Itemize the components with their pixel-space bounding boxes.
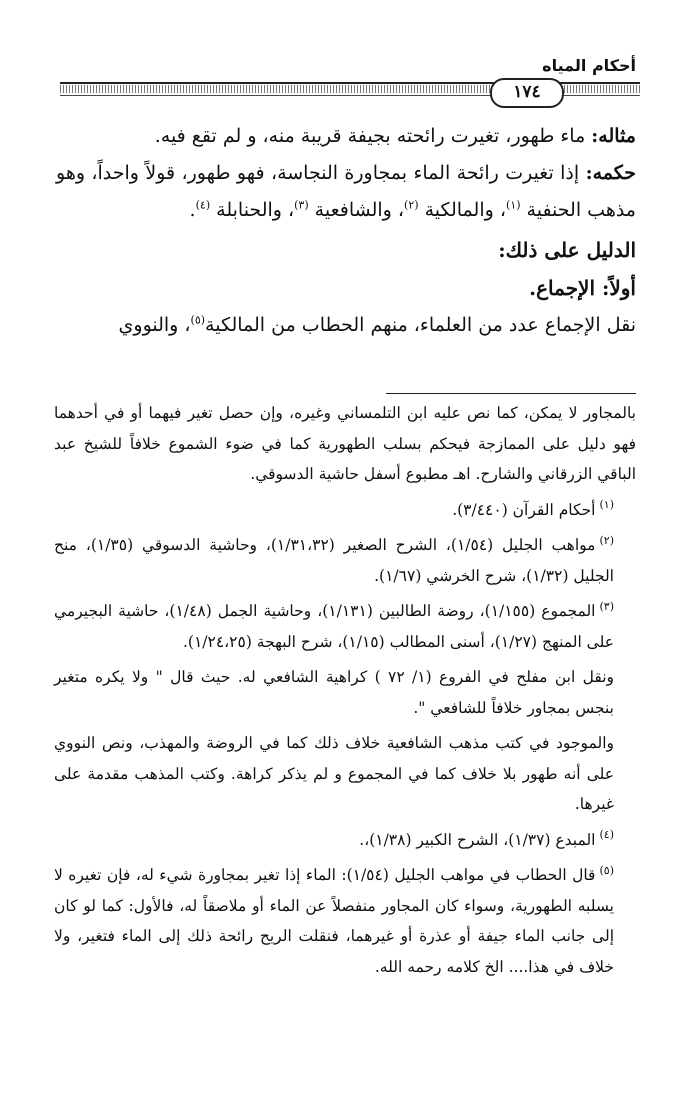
- footnotes: [54, 398, 636, 987]
- footnote-4: [54, 825, 636, 856]
- footnote-3: [54, 596, 636, 657]
- ruling-shafii: ، والشافعية: [308, 199, 405, 221]
- footnote-ref-4[interactable]: (٤): [195, 198, 211, 212]
- example-paragraph: [56, 118, 636, 155]
- footnote-ref-3[interactable]: (٣): [294, 198, 309, 212]
- footnote-ref-1[interactable]: (١): [505, 198, 521, 212]
- footnote-3-extra-2: والموجود في كتب مذهب الشافعية خلاف ذلك كما في الروضة والمهذب، ونص النووي على أنه طهور بلا خلاف كما في المجموع و لم يذكر كراهة. وكتب المذهب مقدمة على غيرها.: [54, 734, 614, 813]
- ruling-period: .: [189, 199, 196, 221]
- ruling-paragraph: [56, 155, 636, 229]
- evidence-heading: الدليل على ذلك:: [498, 238, 636, 262]
- footnote-2-text: مواهب الجليل (١/٥٤)، الشرح الصغير (١/٣١،٣٢)، وحاشية الدسوقي (١/٣٥)، منح الجليل (١/٣٢)، شرح الخرشي (١/٦٧).: [54, 536, 614, 585]
- footnote-1-text: أحكام القرآن (٣/٤٤٠).: [452, 500, 596, 519]
- ijma-text: نقل الإجماع عدد من العلماء، منهم الحطاب من المالكية: [205, 314, 636, 336]
- ijma-paragraph: [56, 307, 636, 344]
- ruling-hanbali: ، والحنابلة: [210, 199, 295, 221]
- footnote-2-mark: (٢): [599, 533, 614, 547]
- footnote-1: [54, 495, 636, 526]
- footnote-ref-2[interactable]: (٢): [404, 198, 419, 212]
- footnote-5-text: قال الحطاب في مواهب الجليل (١/٥٤): الماء إذا تغير بمجاورة شيء له، فإن تغيره لا يسلبه الطهورية، وسواء كان المجاور منفصلاً عن الماء أو ملاصقاً له، فالأول: كما لو كان إلى جانب الماء جيفة أو عذرة أو غيرهما، فنقلت الريح رائحة ذلك إلى الماء فتغير، ولا خلاف في هذا.... الخ كلامه رحمه الله.: [54, 866, 614, 976]
- ijma-heading: أولاً: الإجماع.: [529, 276, 636, 300]
- ruling-text: إذا تغيرت رائحة الماء بمجاورة النجاسة، فهو طهور، قولاً واحداً، وهو مذهب الحنفية: [56, 162, 636, 221]
- footnote-ref-5[interactable]: (٥): [190, 313, 206, 327]
- footnote-4-mark: (٤): [599, 828, 614, 842]
- footnote-3-text: المجموع (١/١٥٥)، روضة الطالبين (١/١٣١)، وحاشية الجمل (١/٤٨)، حاشية البجيرمي على المنهج (١/٢٧)، أسنى المطالب (١/١٥)، شرح البهجة (١/٢٤،٢٥).: [54, 602, 614, 651]
- footnote-2: [54, 530, 636, 591]
- page-number: ١٧٤: [490, 78, 564, 108]
- running-title: أحكام المياه: [542, 56, 636, 75]
- main-text: [56, 118, 636, 344]
- footnote-continuation: بالمجاور لا يمكن، كما نص عليه ابن التلمساني وغيره، وإن حصل تغير فيهما أو في أحدهما فهو دليل على الممازجة فيحكم بسلب الطهورية كما في ضوء الشموع خلافاً للشيخ عبد الباقي الزرقاني والشارح. اهـ مطبوع أسفل حاشية الدسوقي.: [54, 404, 636, 483]
- footnote-5: [54, 860, 636, 982]
- footnote-3-extra-1: ونقل ابن مفلح في الفروع (١/ ٧٢ ) كراهية الشافعي له. حيث قال " ولا يكره متغير بنجس بمجاور خلافاً للشافعي ".: [54, 668, 615, 717]
- example-text: ماء طهور، تغيرت رائحته بجيفة قريبة منه، و لم تقع فيه.: [154, 125, 592, 147]
- footnote-5-mark: (٥): [599, 863, 614, 877]
- example-label: مثاله:: [591, 125, 636, 147]
- ruling-label: حكمه:: [585, 162, 636, 184]
- ijma-text-end: ، والنووي: [118, 314, 191, 336]
- ruling-maliki: ، والمالكية: [418, 199, 506, 221]
- footnote-1-mark: (١): [599, 498, 614, 512]
- footnote-4-text: المبدع (١/٣٧)، الشرح الكبير (١/٣٨)،.: [359, 830, 596, 849]
- footnote-3-mark: (٣): [599, 599, 614, 613]
- footnote-divider: [386, 393, 636, 394]
